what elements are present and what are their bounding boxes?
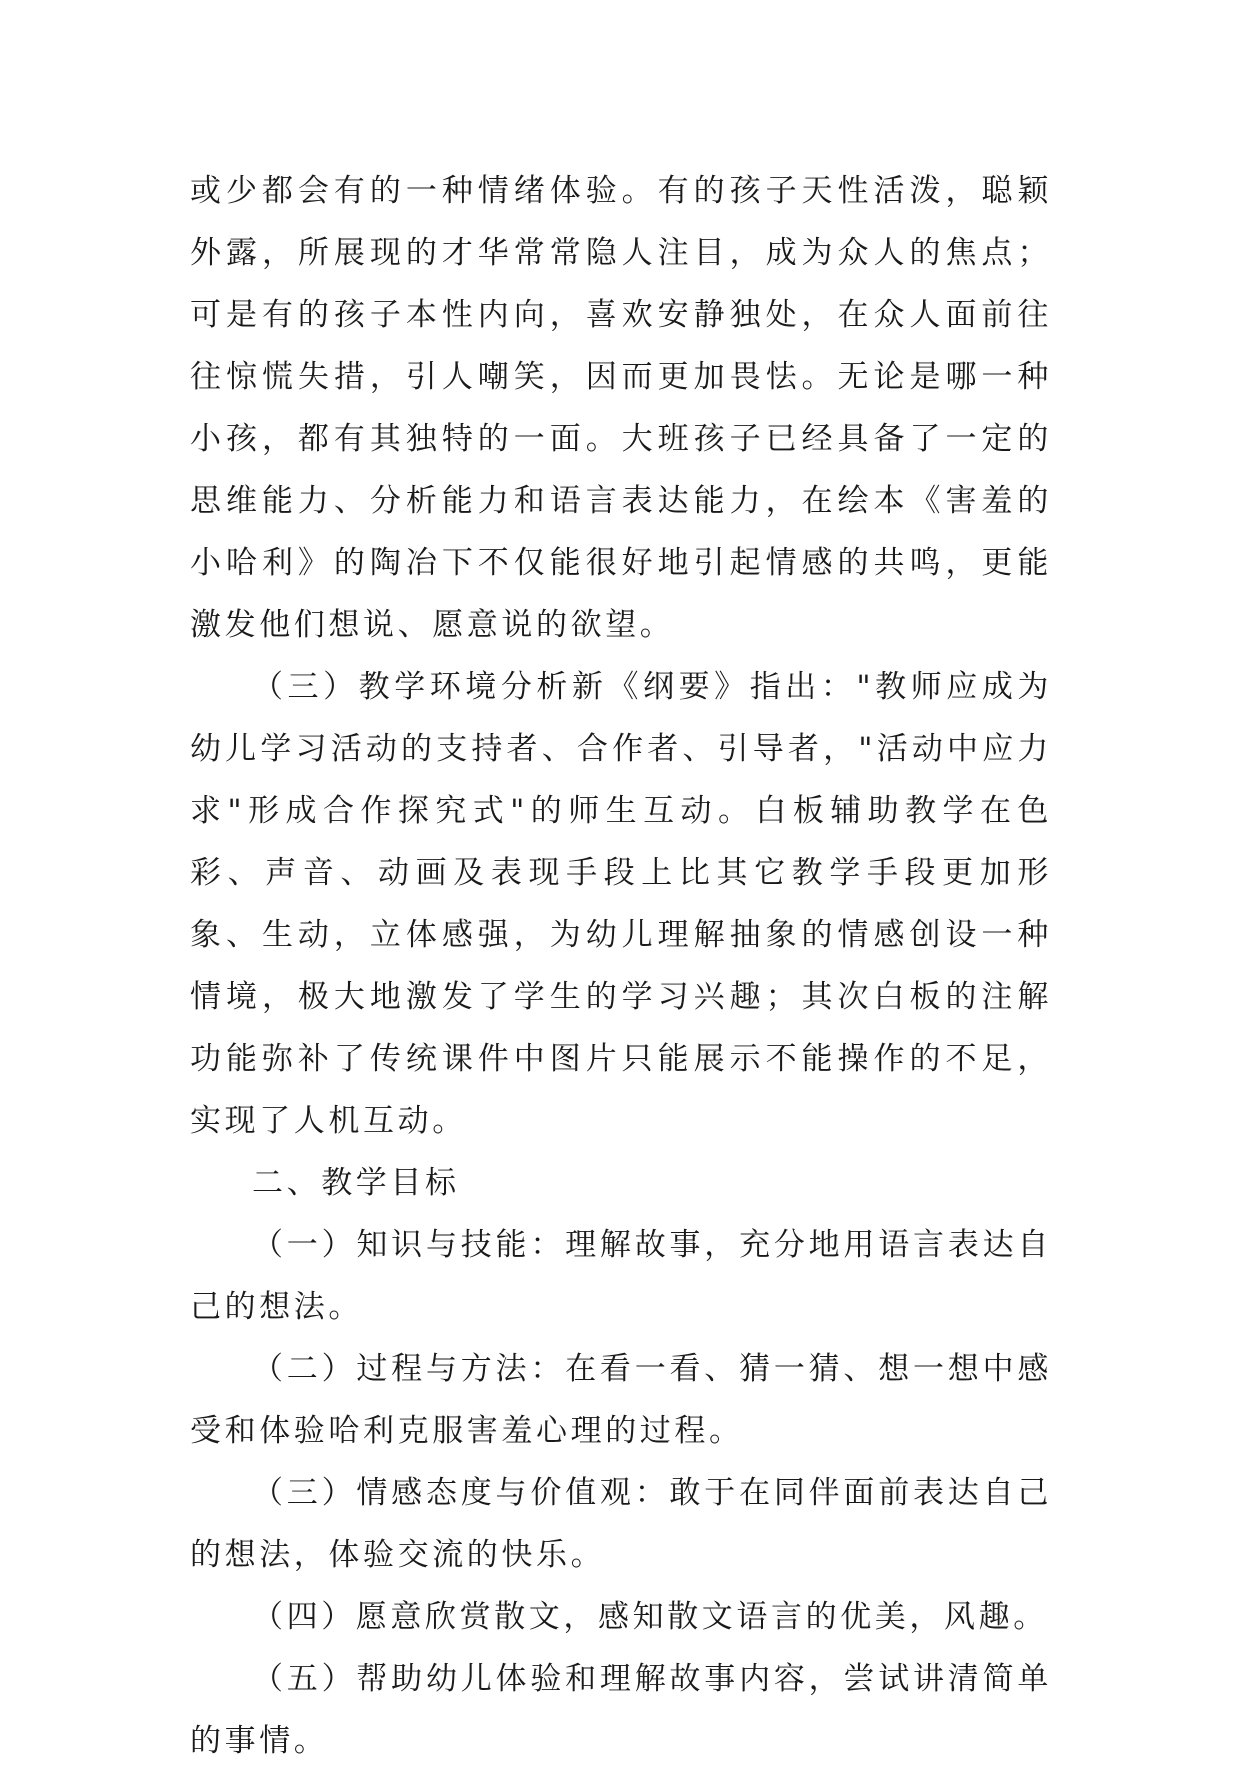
goal-understand-story: （五）帮助幼儿体验和理解故事内容，尝试讲清简单的事情。 [190, 1661, 1052, 1759]
goal-knowledge-skills: （一）知识与技能：理解故事，充分地用语言表达自己的想法。 [190, 1227, 1052, 1325]
paragraph-continued-text: 或少都会有的一种情绪体验。有的孩子天性活泼，聪颖外露，所展现的才华常常隐人注目，成为众人的焦点；可是有的孩子本性内向，喜欢安静独处，在众人面前往往惊慌失措，引人嘲笑，因而更加畏怯。无论是哪一种小孩，都有其独特的一面。大班孩子已经具备了一定的思维能力、分析能力和语言表达能力，在绘本《害羞的小哈利》的陶冶下不仅能很好地引起情感的共鸣，更能激发他们想说、愿意说的欲望。 [190, 173, 1052, 643]
goal-appreciate-prose: （四）愿意欣赏散文，感知散文语言的优美，风趣。 [252, 1599, 1048, 1635]
goal-process-method: （二）过程与方法：在看一看、猜一猜、想一想中感受和体验哈利克服害羞心理的过程。 [190, 1351, 1052, 1449]
document-body [190, 160, 1052, 1772]
section-heading-teaching-goals: 二、教学目标 [252, 1165, 460, 1201]
goal-emotion-values: （三）情感态度与价值观：敢于在同伴面前表达自己的想法，体验交流的快乐。 [190, 1475, 1052, 1573]
paragraph-teaching-environment: （三）教学环境分析新《纲要》指出："教师应成为幼儿学习活动的支持者、合作者、引导者，"活动中应力求"形成合作探究式"的师生互动。白板辅助教学在色彩、声音、动画及表现手段上比其它教学手段更加形象、生动，立体感强，为幼儿理解抽象的情感创设一种情境，极大地激发了学生的学习兴趣；其次白板的注解功能弥补了传统课件中图片只能展示不能操作的不足，实现了人机互动。 [190, 669, 1052, 1139]
